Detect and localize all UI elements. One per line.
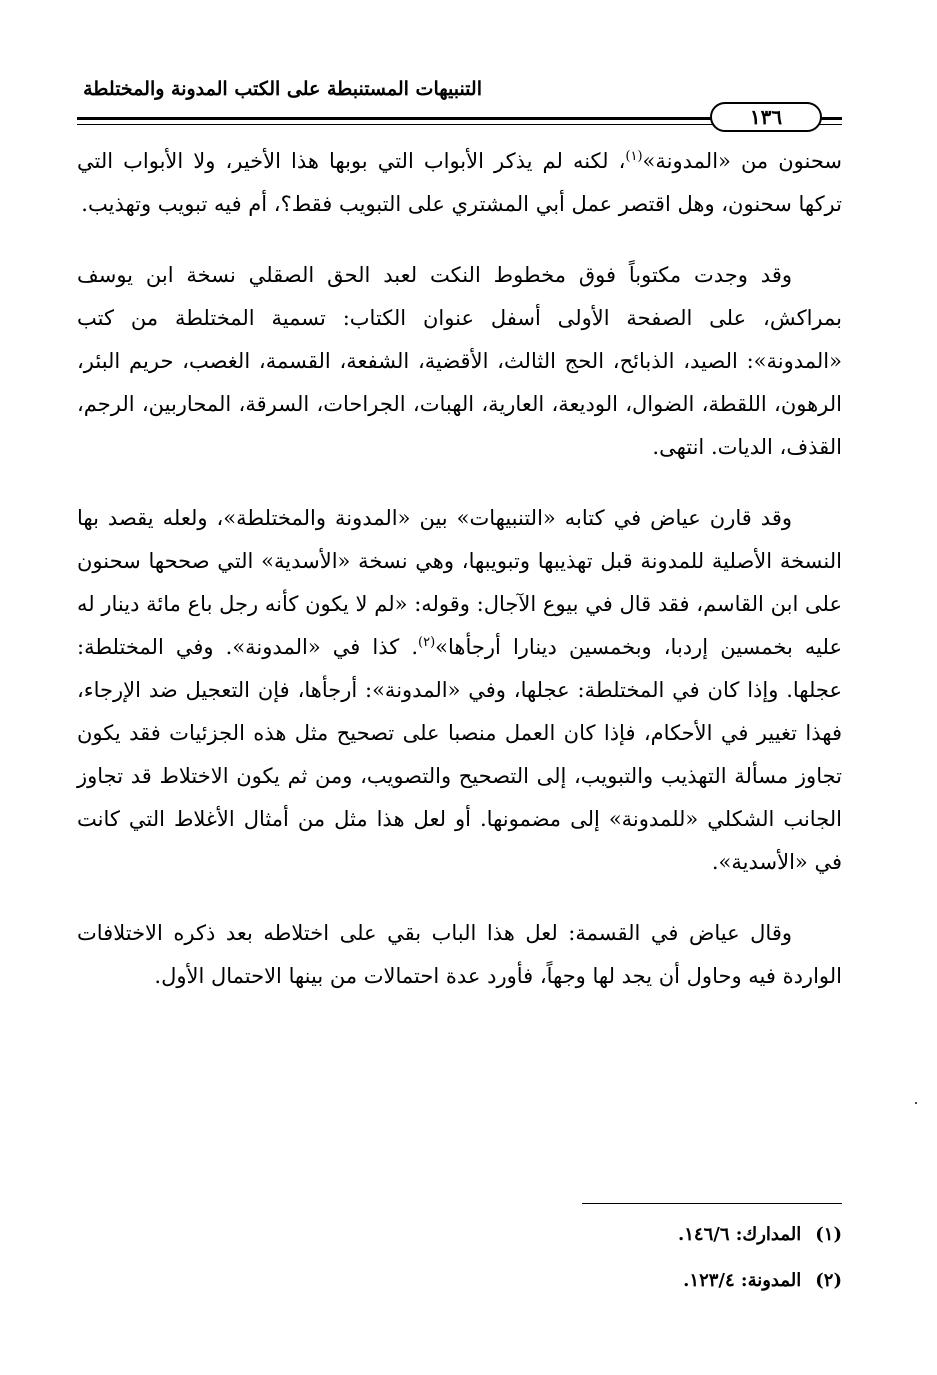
page-number-badge: ١٣٦ [710,102,822,132]
paragraph-1-part-b: ، لكنه لم يذكر الأبواب التي بوبها هذا الأخير، ولا الأبواب التي تركها سحنون، وهل اقتصر عمل أبي المشتري على التبويب فقط؟، أم فيه تبويب وتهذيب. [77,149,842,216]
paragraph-2: وقد وجدت مكتوباً فوق مخطوط النكت لعبد الحق الصقلي نسخة ابن يوسف بمراكش، على الصفحة الأولى أسفل عنوان الكتاب: تسمية المختلطة من كتب «المدونة»: الصيد، الذبائح، الحج الثالث، الأقضية، الشفعة، القسمة، الغصب، حريم البئر، الرهون، اللقطة، الضوال، الوديعة، العارية، الهبات، الجراحات، السرقة، المحاربين، الرجم، القذف، الديات. انتهى. [77,263,842,459]
footnote-ref-1: (١) [625,149,643,164]
running-title: التنبيهات المستنبطة على الكتب المدونة والمختلطة [83,78,482,100]
footnote-text: المدونة: ١٢٣/٤. [683,1270,802,1291]
paragraph-4: وقال عياض في القسمة: لعل هذا الباب بقي على اختلاطه بعد ذكره الاختلافات الواردة فيه وحاول أن يجد لها وجهاً، فأورد عدة احتمالات من بينها الاحتمال الأول. [77,921,842,988]
footnote-separator [582,1203,842,1204]
footnotes [242,1212,842,1304]
footnote-1 [242,1212,842,1258]
footnote-marker: (١) [815,1224,842,1245]
scan-speck [915,1102,917,1104]
footnote-ref-2: (٢) [418,635,436,650]
paragraph-1 [77,140,842,226]
paragraph-1-part-a: سحنون من «المدونة» [642,149,842,173]
paragraph-3 [77,497,842,884]
footnote-text: المدارك: ١٤٦/٦. [677,1224,802,1245]
footnote-2 [242,1258,842,1304]
paragraph-3-part-b: . كذا في «المدونة». وفي المختلطة: عجلها. وإذا كان في المختلطة: عجلها، وفي «المدونة»: أرجأها، فإن التعجيل ضد الإرجاء، فهذا تغيير في الأحكام، فإذا كان العمل منصبا على تصحيح مثل هذه الجزئيات فقد يكون تجاوز مسألة التهذيب والتبويب، إلى التصحيح والتصويب، ومن ثم يكون الاختلاط قد تجاوز الجانب الشكلي «للمدونة» إلى مضمونها. أو لعل هذا مثل من أمثال الأغلاط التي كانت في «الأسدية». [77,635,842,874]
body-text [77,140,842,1026]
footnote-marker: (٢) [815,1270,842,1291]
paragraph-3-part-a: وقد قارن عياض في كتابه «التنبيهات» بين «المدونة والمختلطة»، ولعله يقصد بها النسخة الأصلية للمدونة قبل تهذيبها وتبويبها، وهي نسخة «الأسدية» التي صححها سحنون على ابن القاسم، فقد قال في بيوع الآجال: وقوله: «لم لا يكون كأنه رجل باع مائة دينار له عليه بخمسين إردبا، وبخمسين دينارا أرجأها» [77,506,842,659]
